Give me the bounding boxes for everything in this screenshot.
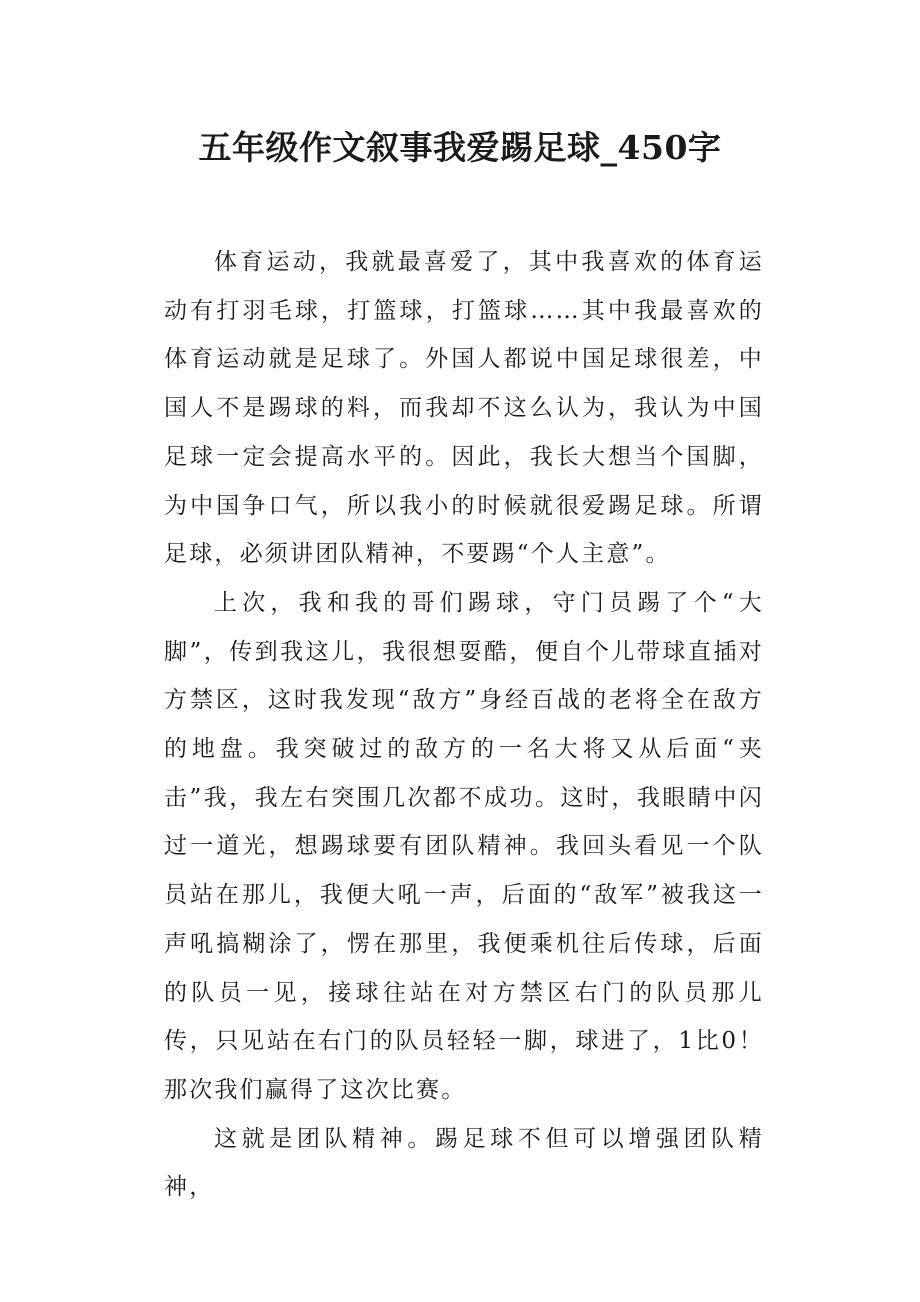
document-body — [164, 238, 764, 1212]
paragraph-2: 上次，我和我的哥们踢球，守门员踢了个“大脚”，传到我这儿，我很想耍酷，便自个儿带球直插对方禁区，这时我发现“敌方”身经百战的老将全在敌方的地盘。我突破过的敌方的一名大将又从后面“夹击”我，我左右突围几次都不成功。这时，我眼睛中闪过一道光，想踢球要有团队精神。我回头看见一个队员站在那儿，我便大吼一声，后面的“敌军”被我这一声吼搞糊涂了，愣在那里，我便乘机往后传球，后面的队员一见，接球往站在对方禁区右门的队员那儿传，只见站在右门的队员轻轻一脚，球进了，1比0！那次我们赢得了这次比赛。 — [164, 589, 764, 1103]
document-title: 五年级作文叙事我爱踢足球_450字 — [198, 128, 722, 167]
paragraph-3: 这就是团队精神。踢足球不但可以增强团队精神， — [164, 1125, 764, 1201]
paragraph-1: 体育运动，我就最喜爱了，其中我喜欢的体育运动有打羽毛球，打篮球，打篮球……其中我最喜欢的体育运动就是足球了。外国人都说中国足球很差，中国人不是踢球的料，而我却不这么认为，我认为中国足球一定会提高水平的。因此，我长大想当个国脚，为中国争口气，所以我小的时候就很爱踢足球。所谓足球，必须讲团队精神，不要踢“个人主意”。 — [164, 249, 764, 568]
